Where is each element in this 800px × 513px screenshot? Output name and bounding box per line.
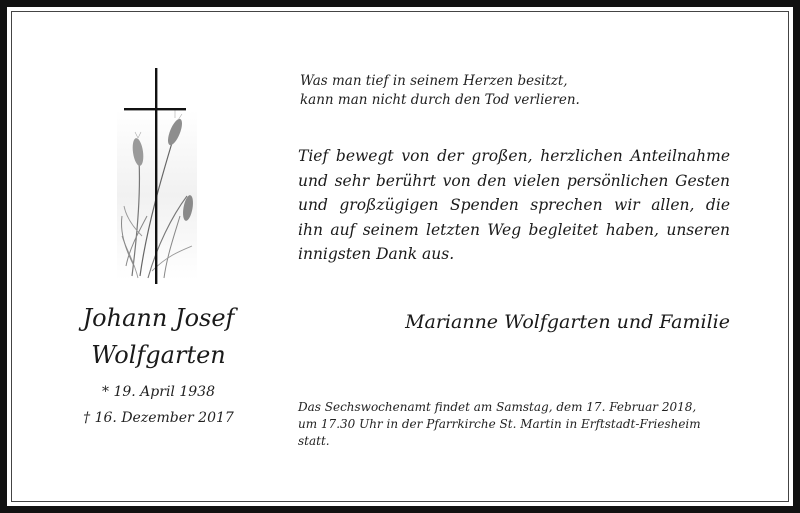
family-signature: Marianne Wolfgarten und Familie — [405, 311, 730, 333]
notice-line: Das Sechswochenamt findet am Samstag, dem 17. Februar 2018, — [298, 400, 697, 414]
message-line: Tief bewegt von der großen, herzlichen Anteilnahme — [298, 147, 730, 165]
quote-line: kann man nicht durch den Tod verlieren. — [300, 92, 580, 108]
notice-line: statt. — [298, 434, 330, 448]
birth-date: * 19. April 1938 — [102, 384, 215, 400]
message-line: innigsten Dank aus. — [298, 245, 455, 263]
thank-you-message — [298, 144, 730, 267]
service-notice — [298, 399, 730, 450]
deceased-first-names: Johann Josef — [82, 304, 235, 332]
notice-line: um 17.30 Uhr in der Pfarrkirche St. Martin in Erftstadt-Friesheim — [298, 417, 701, 431]
deceased-surname: Wolfgarten — [91, 341, 226, 369]
death-date: † 16. Dezember 2017 — [83, 410, 234, 426]
memorial-quote — [300, 72, 580, 110]
message-line: und sehr berührt von den vielen persönlichen Gesten — [298, 171, 730, 190]
message-line: ihn auf seinem letzten Weg begleitet haben, unseren — [298, 220, 730, 239]
message-line: und großzügigen Spenden sprechen wir allen, die — [298, 196, 730, 214]
quote-line: Was man tief in seinem Herzen besitzt, — [300, 73, 568, 89]
cross-with-wheat-icon — [112, 66, 202, 286]
